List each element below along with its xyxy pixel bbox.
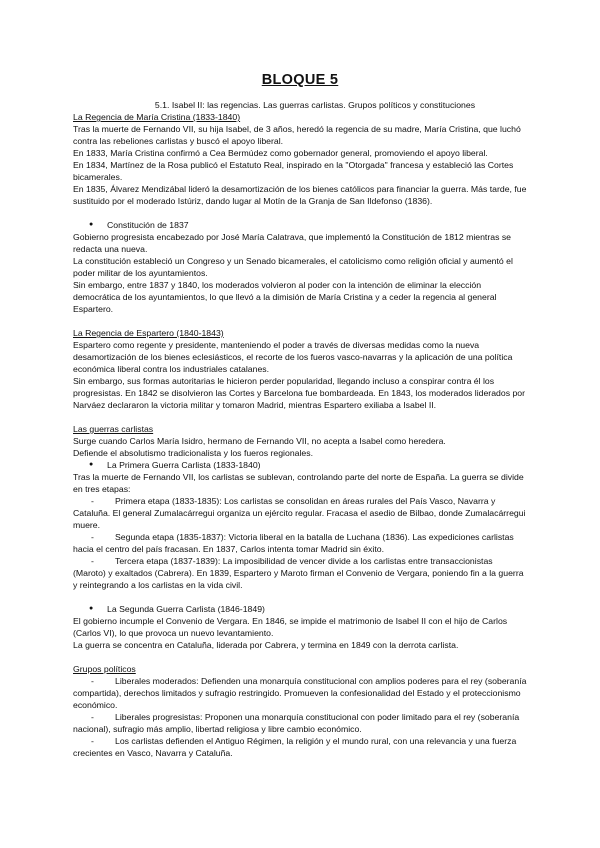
dash-item	[73, 675, 527, 711]
paragraph: El gobierno incumple el Convenio de Vergara. En 1846, se impide el matrimonio de Isabel II con el hijo de Carlos (Carlos VI), lo que provoca un nuevo levantamiento.	[73, 616, 508, 638]
paragraph: Espartero como regente y presidente, manteniendo el poder a través de diversas medidas como la nueva desamortización de los bienes eclesiásticos, el recorte de los fueros vasco-navarras y la aplicación de una política económica liberal contra los industriales catalanes.	[73, 340, 513, 374]
bullet-label: La Segunda Guerra Carlista (1846-1849)	[107, 604, 265, 614]
dash-text: Primera etapa (1833-1835): Los carlistas se consolidan en áreas rurales del País Vasco, Navarra y Cataluña. El general Zumalacárregui organiza un ejército regular. Fracasa el asedio de Bilbao, donde Zumalacárregui muere.	[73, 496, 526, 530]
paragraph: Surge cuando Carlos María Isidro, hermano de Fernando VII, no acepta a Isabel como heredera.	[73, 436, 446, 446]
paragraph: Gobierno progresista encabezado por José María Calatrava, que implementó la Constitución de 1812 mientras se redacta una nueva.	[73, 232, 511, 254]
heading-grupos-politicos: Grupos políticos	[73, 664, 136, 674]
paragraph: Sin embargo, sus formas autoritarias le hicieron perder popularidad, llegando incluso a conspirar contra él los progresistas. En 1842 se disolvieron las Cortes y Barcelona fue bombardeada. En 1843, los moderados liderados por Narváez declararon la victoria militar y tomaron Madrid, mientras Espartero exiliaba a Isabel II.	[73, 376, 526, 410]
dash-icon: -	[91, 676, 94, 686]
dash-icon: -	[91, 556, 94, 566]
subtitle: 5.1. Isabel II: las regencias. Las guerras carlistas. Grupos políticos y constituciones	[154, 100, 476, 110]
heading-guerras-carlistas: Las guerras carlistas	[73, 424, 154, 434]
dash-text: Segunda etapa (1835-1837): Victoria liberal en la batalla de Luchana (1836). Las expediciones carlistas hacia el centro del país fracasan. En 1837, Carlos intenta tomar Madrid sin éxito.	[73, 532, 514, 554]
bullet-label: La Primera Guerra Carlista (1833-1840)	[107, 460, 261, 470]
bullet-icon: ●	[89, 221, 94, 228]
bullet-item	[89, 219, 527, 231]
paragraph: Sin embargo, entre 1837 y 1840, los moderados volvieron al poder con la intención de eliminar la elección democrática de los ayuntamientos, lo que llevó a la dimisión de María Cristina y a ceder la regencia al general Espartero.	[73, 280, 497, 314]
dash-item	[73, 531, 527, 555]
heading-regencia-maria-cristina: La Regencia de María Cristina (1833-1840)	[73, 112, 241, 122]
dash-icon: -	[91, 532, 94, 542]
dash-icon: -	[91, 712, 94, 722]
paragraph: En 1834, Martínez de la Rosa publicó el Estatuto Real, inspirado en la "Otorgada" francesa y estableció las Cortes bicamerales.	[73, 160, 514, 182]
paragraph: En 1835, Álvarez Mendizábal lideró la desamortización de los bienes católicos para financiar la guerra. Más tarde, fue sustituido por el moderado Istúriz, dando lugar al Motín de la Granja de San Ildefonso (1836).	[73, 184, 527, 206]
dash-text: Liberales moderados: Defienden una monarquía constitucional con amplios poderes para el rey (soberanía compartida), derechos limitados y sufragio restringido. Promueven la confesionalidad del Estado y el proteccionismo económico.	[73, 676, 527, 710]
document-title: BLOQUE 5	[261, 72, 339, 88]
paragraph: En 1833, María Cristina confirmó a Cea Bermúdez como gobernador general, promoviendo el apoyo liberal.	[73, 148, 488, 158]
dash-item	[73, 495, 527, 531]
dash-icon: -	[91, 736, 94, 746]
dash-text: Liberales progresistas: Proponen una monarquía constitucional con poder limitado para el rey (soberanía nacional), sufragio más amplio, libertad religiosa y libre cambio económico.	[73, 712, 520, 734]
dash-item	[73, 555, 527, 591]
paragraph: Defiende el absolutismo tradicionalista y los fueros regionales.	[73, 448, 314, 458]
bullet-icon: ●	[89, 605, 94, 612]
paragraph: La constitución estableció un Congreso y un Senado bicamerales, el catolicismo como religión oficial y aumentó el poder militar de los ayuntamientos.	[73, 256, 513, 278]
bullet-item	[89, 459, 527, 471]
dash-text: Los carlistas defienden el Antiguo Régimen, la religión y el mundo rural, con una relevancia y una fuerza crecientes en Vasco, Navarra y Cataluña.	[73, 736, 517, 758]
bullet-label: Constitución de 1837	[107, 220, 189, 230]
bullet-icon: ●	[89, 461, 94, 468]
dash-item	[73, 711, 527, 735]
bullet-item	[89, 603, 527, 615]
dash-text: Tercera etapa (1837-1839): La imposibilidad de vencer divide a los carlistas entre transaccionistas (Maroto) y exaltados (Cabrera). En 1839, Espartero y Maroto firman el Convenio de Vergara, poniendo fin a la guerra y reintegrando a los carlistas en la vida civil.	[73, 556, 524, 590]
paragraph: Tras la muerte de Fernando VII, su hija Isabel, de 3 años, heredó la regencia de su madre, María Cristina, que luchó contra las rebeliones carlistas y buscó el apoyo liberal.	[73, 124, 521, 146]
dash-item	[73, 735, 527, 759]
paragraph: La guerra se concentra en Cataluña, liderada por Cabrera, y termina en 1849 con la derrota carlista.	[73, 640, 459, 650]
dash-icon: -	[91, 496, 94, 506]
heading-regencia-espartero: La Regencia de Espartero (1840-1843)	[73, 328, 224, 338]
paragraph: Tras la muerte de Fernando VII, los carlistas se sublevan, controlando parte del norte de España. La guerra se divide en tres etapas:	[73, 472, 524, 494]
